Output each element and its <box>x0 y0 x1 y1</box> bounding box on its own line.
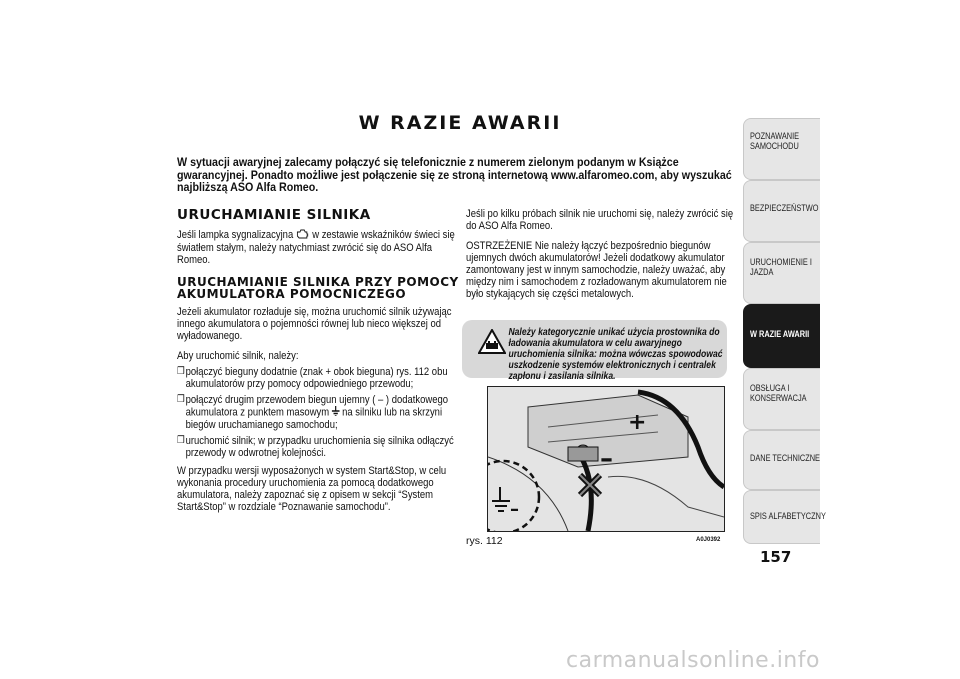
intro-text: W sytuacji awaryjnej zalecamy połączyć się telefonicznie z numerem zielonym podanym w Książce gwarancyjnej. Ponadto możliwe jest połączenie się ze stroną internetową www.alfaromeo.com, aby wyszukać najbliższą ASO Alfa Romeo. <box>177 157 732 194</box>
battery-illustration <box>488 387 724 531</box>
tab-spis-alfabetyczny[interactable]: SPIS ALFABETYCZNY <box>743 490 820 544</box>
figure-caption: rys. 112 <box>466 535 503 547</box>
fig-ground-minus-label: – <box>510 499 519 520</box>
aux-paragraph-3: W przypadku wersji wyposażonych w system Start&Stop, w celu wykonania procedury uruchomienia za pomocą dodatkowego akumulatora, należy zapoznać się z opisem w sekcji “System Start&Stop” w rozdziale “Poznawanie samochodu”. <box>177 465 447 513</box>
tab-poznawanie-samochodu[interactable]: POZNAWANIE SAMOCHODU <box>743 118 820 180</box>
page-title: W RAZIE AWARII <box>358 112 562 134</box>
left-column <box>177 208 467 521</box>
checkbox-bullet-icon: ❒ <box>177 394 185 405</box>
page-number: 157 <box>760 548 792 566</box>
engine-failure-icon <box>296 228 310 242</box>
aux-battery-body <box>177 306 465 513</box>
ground-icon <box>332 406 340 419</box>
checkbox-bullet-icon: ❒ <box>177 435 185 446</box>
list-item: ❒ połączyć bieguny dodatnie (znak + obok bieguna) rys. 112 obu akumulatorów przy pomocy odpowiedniego przewodu; <box>177 366 448 390</box>
warning-text: Należy kategorycznie unikać użycia prostownika do ładowania akumulatora w celu awaryjnego uruchomienia silnika: można wówczas spowodować uszkodzenie systemów elektronicznych i centralek zapłonu i zasilania silnika. <box>508 327 723 382</box>
fig-plus-label: + <box>628 410 647 435</box>
warning-box <box>462 320 727 382</box>
aux-battery-heading: URUCHAMIANIE SILNIKA PRZY POMOCY AKUMULATORA POMOCNICZEGO <box>177 275 459 301</box>
aux-paragraph-1: Jeżeli akumulator rozładuje się, można uruchomić silnik używając innego akumulatora o pojemności równej lub nieco większej od wyładowanego. <box>177 306 452 342</box>
engine-start-body <box>177 228 465 266</box>
tab-bezpieczenstwo[interactable]: BEZPIECZEŃSTWO <box>743 180 820 242</box>
right-paragraph-2: OSTRZEŻENIE Nie należy łączyć bezpośrednio biegunów ujemnych dwóch akumulatorów! Jeżeli dodatkowy akumulator zamontowany jest w innym samochodzie, należy uważać, aby między nim i samochodem z rozładowanym akumulatorem nie było stykających się części metalowych. <box>466 240 727 300</box>
tab-w-razie-awarii[interactable]: W RAZIE AWARII <box>743 304 820 368</box>
tab-dane-techniczne[interactable]: DANE TECHNICZNE <box>743 430 820 490</box>
battery-figure <box>487 386 725 532</box>
tab-uruchomienie-i-jazda[interactable]: URUCHOMIENIE I JAZDA <box>743 242 820 304</box>
watermark: carmanualsonline.info <box>566 648 820 673</box>
fig-minus-label: – <box>600 444 613 474</box>
aux-paragraph-2: Aby uruchomić silnik, należy: <box>177 350 299 362</box>
tab-obsluga-i-konserwacja[interactable]: OBSŁUGA I KONSERWACJA <box>743 368 820 430</box>
right-paragraph-1: Jeśli po kilku próbach silnik nie uruchomi się, należy zwrócić się do ASO Alfa Romeo. <box>466 208 734 232</box>
engine-start-heading: URUCHAMIANIE SILNIKA <box>177 207 371 223</box>
engine-text-after: w zestawie wskaźników świeci się światłem stałym, należy natychmiast zwrócić się do ASO Alfa Romeo. <box>177 228 455 266</box>
list-item: ❒ połączyć drugim przewodem biegun ujemny ( – ) dodatkowego akumulatora z punktem masowym na silniku lub na skrzyni biegów uruchamianego samochodu; <box>177 394 448 431</box>
list-item: ❒ uruchomić silnik; w przypadku uruchomienia się silnika odłączyć przewody w odwrotnej kolejności. <box>177 435 454 459</box>
checkbox-bullet-icon: ❒ <box>177 366 185 377</box>
engine-text-before: Jeśli lampka sygnalizacyjna <box>177 228 294 241</box>
figure-code: A0J0392 <box>696 537 721 543</box>
right-column <box>466 208 734 308</box>
